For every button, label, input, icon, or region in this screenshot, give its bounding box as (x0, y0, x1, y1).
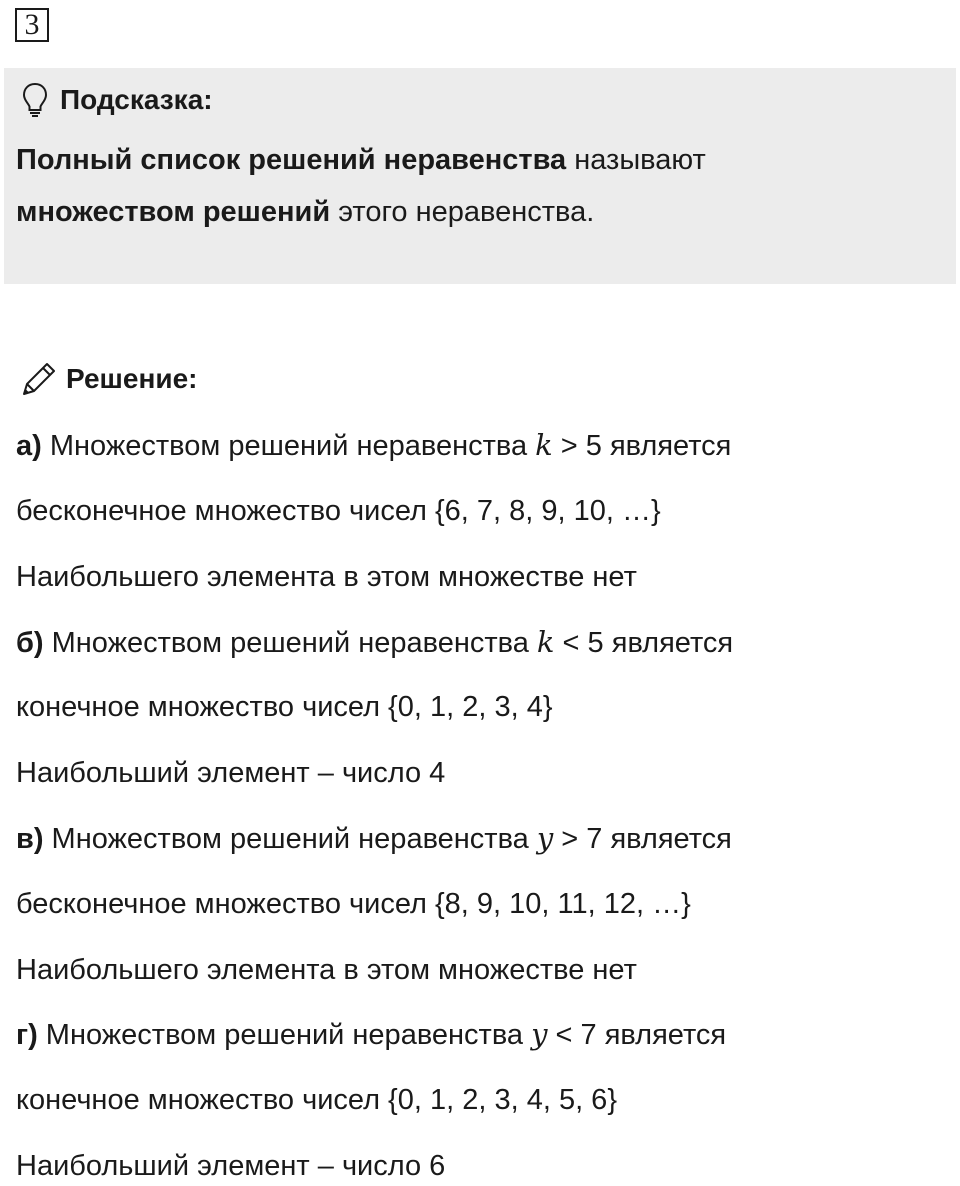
task-number-box (15, 8, 49, 42)
pencil-icon (18, 358, 60, 400)
part-intro: Множеством решений неравенства (43, 627, 537, 659)
solution-part-d-set: конечное множество чисел {0, 1, 2, 3, 4, 5, 6} (16, 1084, 617, 1116)
part-relation: < 5 является (554, 627, 734, 659)
part-label: в) (16, 823, 44, 855)
hint-title: Подсказка: (60, 84, 213, 115)
hint-header (22, 80, 213, 120)
solution-part-b-line-1 (16, 622, 733, 663)
part-relation: > 7 является (553, 823, 732, 855)
part-label: а) (16, 430, 42, 462)
solution-part-d-line-1 (16, 1014, 726, 1055)
variable: k (535, 428, 553, 462)
part-intro: Множеством решений неравенства (37, 1019, 532, 1051)
solution-part-a-line-1 (16, 425, 731, 466)
part-label: г) (16, 1019, 38, 1051)
solution-part-a-conclusion: Наибольшего элемента в этом множестве нет (16, 561, 637, 593)
variable: k (536, 625, 555, 659)
solution-part-d-conclusion: Наибольший элемент – число 6 (16, 1150, 446, 1182)
solution-part-b-set: конечное множество чисел {0, 1, 2, 3, 4} (16, 691, 553, 723)
part-label: б) (16, 627, 44, 659)
hint-text-line-2 (16, 196, 594, 229)
part-intro: Множеством решений неравенства (43, 823, 537, 855)
hint-term-bold: множеством решений (16, 196, 331, 228)
hint-text-line-1 (16, 144, 706, 177)
solution-title: Решение: (66, 363, 198, 394)
solution-part-c-line-1 (16, 818, 732, 859)
hint-box (4, 68, 956, 284)
solution-part-c-set: бесконечное множество чисел {8, 9, 10, 11, 12, …} (16, 888, 691, 920)
task-number: 3 (24, 8, 40, 41)
lightbulb-icon (22, 82, 48, 118)
part-intro: Множеством решений неравенства (41, 430, 536, 462)
hint-term-bold: Полный список решений неравенства (16, 144, 567, 176)
part-relation: > 5 является (552, 430, 732, 462)
hint-text: этого неравенства. (330, 196, 595, 228)
variable: y (531, 1017, 548, 1051)
hint-text: называют (566, 144, 706, 176)
variable: y (536, 821, 554, 855)
solution-part-c-conclusion: Наибольшего элемента в этом множестве нет (16, 954, 637, 986)
solution-part-b-conclusion: Наибольший элемент – число 4 (16, 757, 446, 789)
part-relation: < 7 является (547, 1019, 727, 1051)
solution-part-a-set: бесконечное множество чисел {6, 7, 8, 9, 10, …} (16, 495, 661, 527)
solution-header (18, 356, 197, 402)
